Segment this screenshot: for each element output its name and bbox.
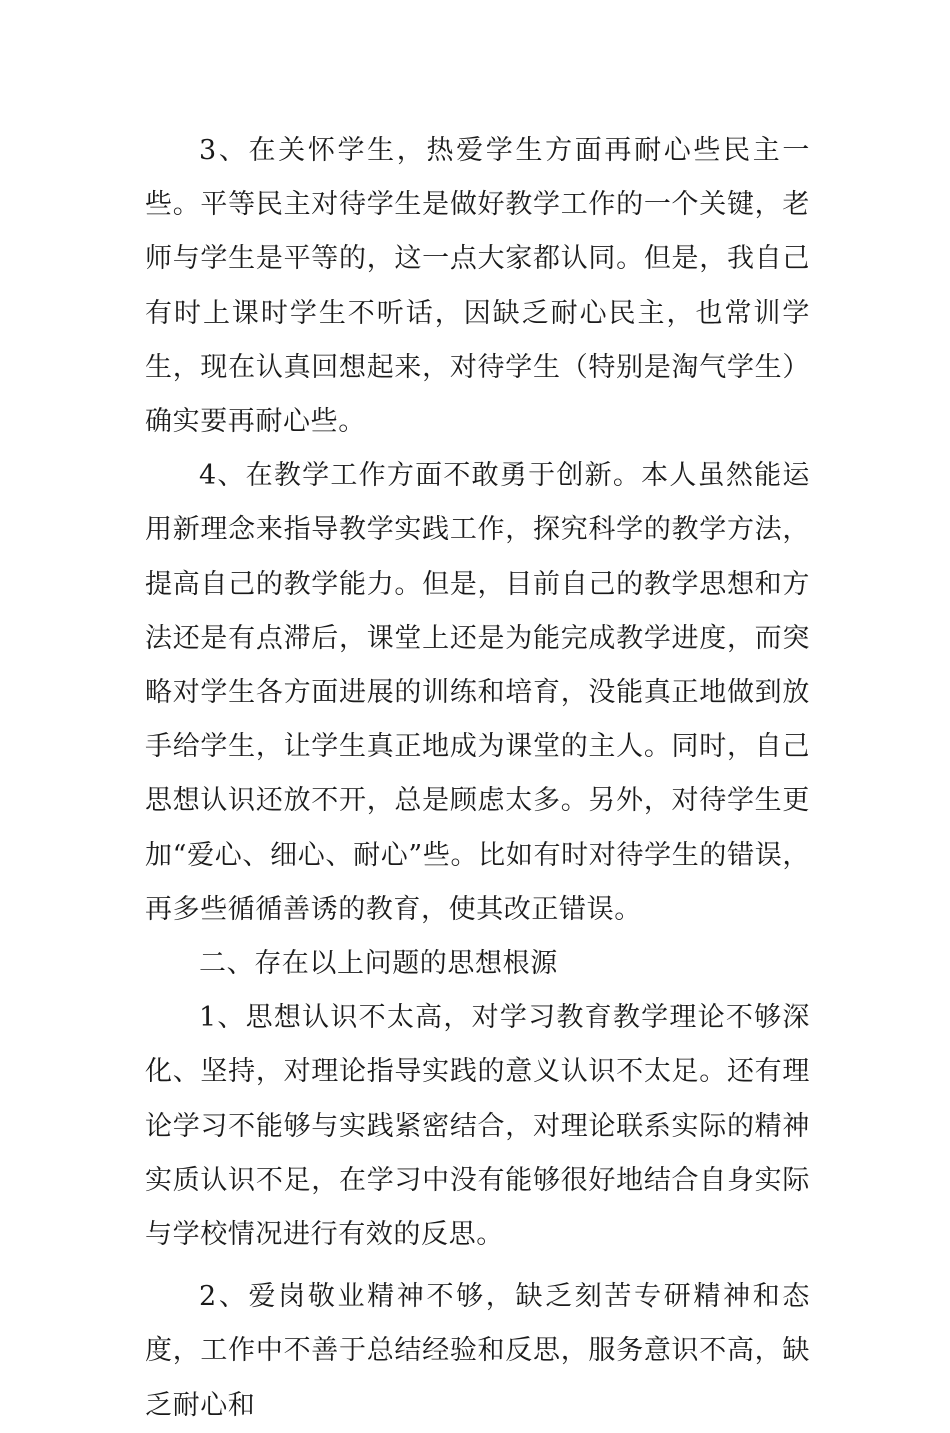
- document-body: [145, 124, 810, 1433]
- section-heading-2: 二、存在以上问题的思想根源: [199, 948, 558, 980]
- paragraph-point-4: 4、在教学工作方面不敢勇于创新。本人虽然能运用新理念来指导教学实践工作，探究科学的教学方法，提高自己的教学能力。但是，目前自己的教学思想和方法还是有点滞后，课堂上还是为能完成教学进度，而突略对学生各方面进展的训练和培育，没能真正地做到放手给学生，让学生真正地成为课堂的主人。同时，自己思想认识还放不开，总是顾虑太多。另外，对待学生更加“爱心、细心、耐心”些。比如有时对待学生的错误，再多些循循善诱的教育，使其改正错误。: [145, 460, 810, 925]
- paragraph-point-3: 3、在关怀学生，热爱学生方面再耐心些民主一些。平等民主对待学生是做好教学工作的一个关键，老师与学生是平等的，这一点大家都认同。但是，我自己有时上课时学生不听话，因缺乏耐心民主，也常训学生，现在认真回想起来，对待学生（特别是淘气学生）确实要再耐心些。: [145, 135, 810, 438]
- paragraph-root-cause-2: 2、爱岗敬业精神不够，缺乏刻苦专研精神和态度，工作中不善于总结经验和反思，服务意识不高，缺乏耐心和: [145, 1281, 810, 1421]
- paragraph-root-cause-1: 1、思想认识不太高，对学习教育教学理论不够深化、坚持，对理论指导实践的意义认识不太足。还有理论学习不能够与实践紧密结合，对理论联系实际的精神实质认识不足，在学习中没有能够很好地结合自身实际与学校情况进行有效的反思。: [145, 1002, 810, 1251]
